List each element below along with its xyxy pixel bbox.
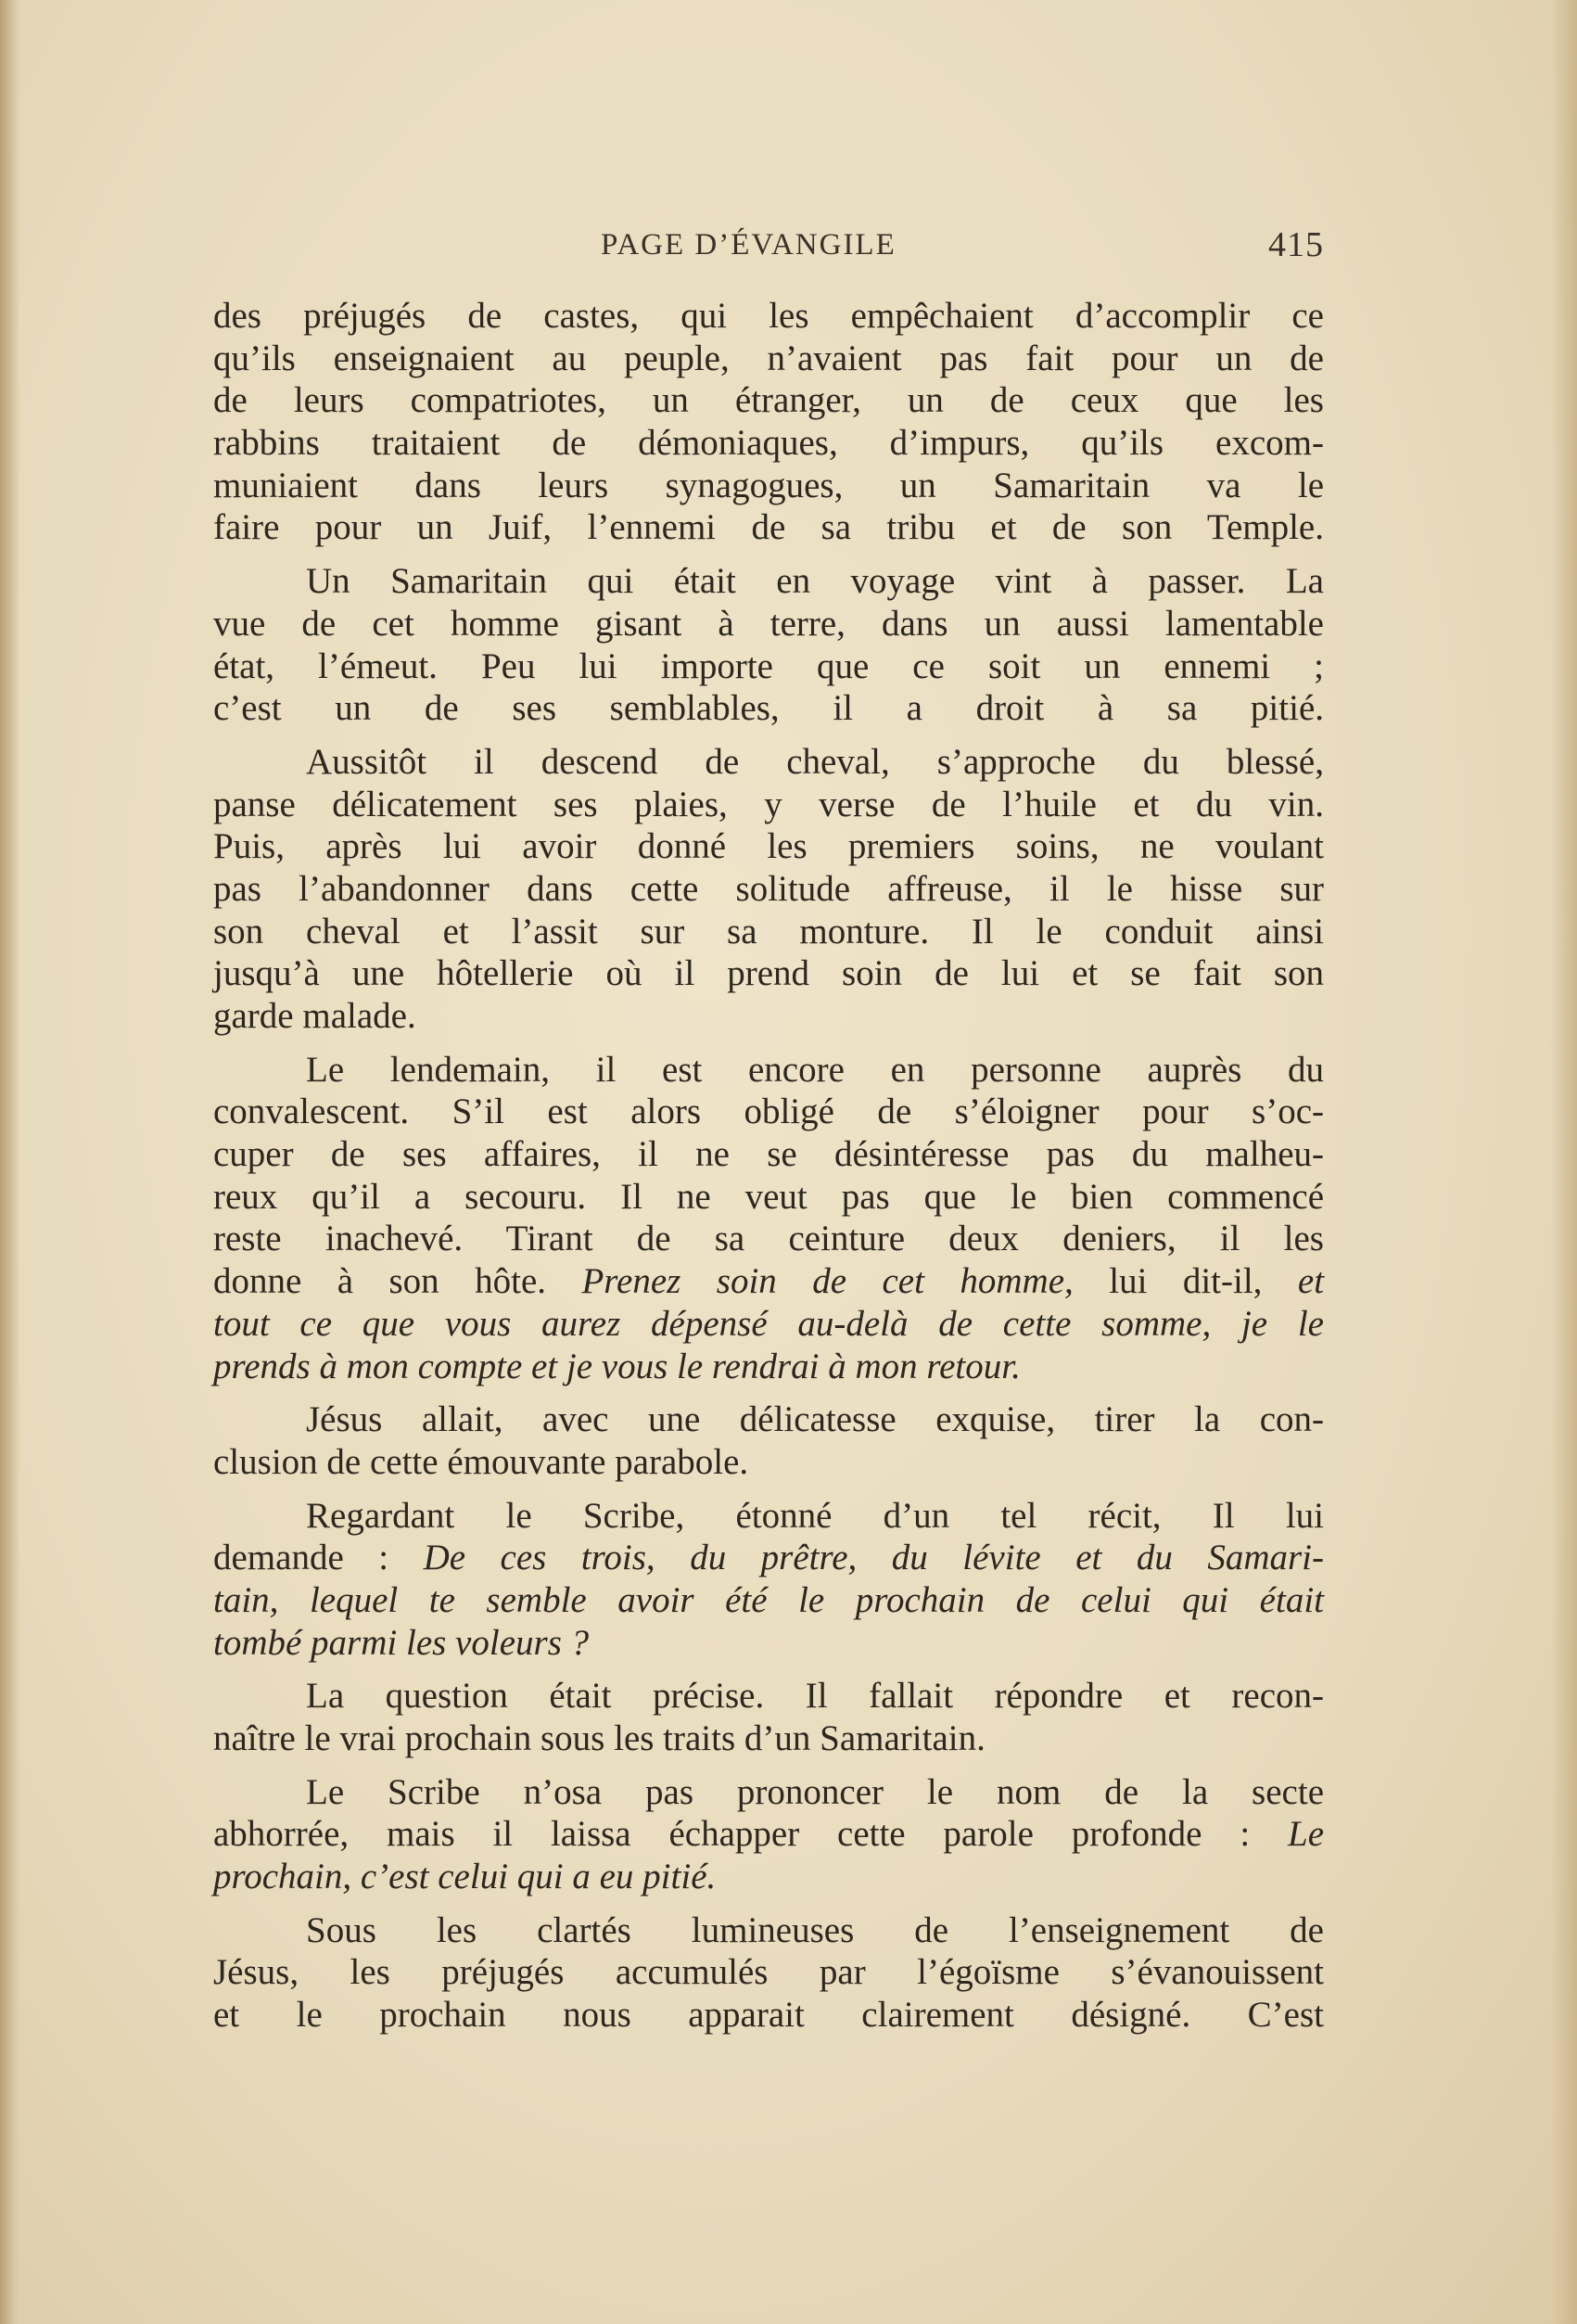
paragraph-6 bbox=[213, 1495, 1324, 1665]
text-line bbox=[213, 1537, 1324, 1579]
text-line: Aussitôt il descend de cheval, s’approche du blessé, bbox=[306, 741, 1324, 782]
italic-run: De ces trois, bbox=[423, 1538, 655, 1578]
text-line: pas l’abandonner dans cette solitude affreuse, il le hisse sur bbox=[213, 868, 1324, 909]
paragraph-9 bbox=[213, 1909, 1324, 2037]
text-line: cuper de ses affaires, il ne se désintéresse pas du malheu- bbox=[213, 1134, 1324, 1175]
text-line: Le lendemain, il est encore en personne auprès du bbox=[306, 1049, 1324, 1090]
text-line: reste inachevé. Tirant de sa ceinture deux deniers, il les bbox=[213, 1219, 1324, 1259]
text-line: Le Scribe n’osa pas prononcer le nom de la secte bbox=[306, 1771, 1324, 1812]
text-line bbox=[213, 1579, 1324, 1622]
text-line bbox=[213, 1346, 1324, 1388]
italic-run: et bbox=[1297, 1261, 1325, 1302]
text-line: clusion de cette émouvante parabole. bbox=[213, 1441, 749, 1482]
paragraph-7 bbox=[213, 1675, 1324, 1759]
text-line bbox=[213, 1813, 1324, 1856]
italic-run: Prenez soin de cet homme, bbox=[581, 1261, 1074, 1302]
text-line: rabbins traitaient de démoniaques, d’impurs, qu’ils excom- bbox=[213, 423, 1324, 464]
text-run: abhorrée, mais il laissa échapper cette parole profonde : bbox=[213, 1814, 1251, 1855]
text-line: et le prochain nous apparait clairement désigné. C’est bbox=[213, 1995, 1324, 2036]
text-run: lui dit-il, bbox=[1109, 1261, 1263, 1302]
running-title: PAGE D’ÉVANGILE bbox=[601, 228, 897, 262]
text-line: garde malade. bbox=[213, 996, 416, 1036]
text-line: de leurs compatriotes, un étranger, un de ceux que les bbox=[213, 380, 1324, 421]
paragraph-3 bbox=[213, 741, 1324, 1038]
text-run: demande : bbox=[213, 1538, 389, 1578]
text-line: état, l’émeut. Peu lui importe que ce soit un ennemi ; bbox=[213, 645, 1324, 686]
page-number: 415 bbox=[1268, 225, 1324, 264]
text-line bbox=[213, 1856, 1324, 1898]
text-line: Jésus, les préjugés accumulés par l’égoïsme s’évanouissent bbox=[213, 1952, 1324, 1993]
text-line: Regardant le Scribe, étonné d’un tel récit, Il lui bbox=[306, 1495, 1324, 1536]
italic-run: du lévite et du Samari- bbox=[891, 1538, 1325, 1578]
italic-run: du prêtre, bbox=[690, 1538, 858, 1578]
text-line: qu’ils enseignaient au peuple, n’avaient pas fait pour un de bbox=[213, 338, 1324, 378]
text-line: c’est un de ses semblables, il a droit à sa pitié. bbox=[213, 688, 1324, 729]
text-line: reux qu’il a secouru. Il ne veut pas que le bien commencé bbox=[213, 1176, 1324, 1217]
page-edge-shadow bbox=[1551, 0, 1577, 2324]
text-line: naître le vrai prochain sous les traits d’un Samaritain. bbox=[213, 1718, 986, 1758]
text-line: Jésus allait, avec une délicatesse exquise, tirer la con- bbox=[306, 1399, 1324, 1440]
paragraph-1 bbox=[213, 295, 1324, 549]
text-line: panse délicatement ses plaies, y verse de l’huile et du vin. bbox=[213, 784, 1324, 824]
paragraph-4 bbox=[213, 1049, 1324, 1388]
italic-run: tombé parmi les voleurs ? bbox=[213, 1622, 590, 1663]
italic-run: Le bbox=[1288, 1814, 1325, 1855]
italic-run: tout ce que vous aurez dépensé au-delà de cette somme, je le bbox=[213, 1303, 1324, 1344]
paragraph-5 bbox=[213, 1398, 1324, 1483]
text-line bbox=[213, 1303, 1324, 1346]
page-header bbox=[213, 221, 1324, 276]
text-line: vue de cet homme gisant à terre, dans un aussi lamentable bbox=[213, 603, 1324, 644]
text-line: jusqu’à une hôtellerie où il prend soin de lui et se fait son bbox=[213, 953, 1324, 994]
italic-run: prochain, c’est celui qui a eu pitié. bbox=[213, 1857, 717, 1897]
text-line: muniaient dans leurs synagogues, un Samaritain va le bbox=[213, 465, 1324, 505]
text-line bbox=[213, 1622, 1324, 1665]
italic-run: tain, lequel te semble avoir été le prochain de celui qui était bbox=[213, 1579, 1324, 1620]
text-line: Puis, après lui avoir donné les premiers soins, ne voulant bbox=[213, 826, 1324, 867]
paragraph-2 bbox=[213, 560, 1324, 730]
text-line: La question était précise. Il fallait répondre et recon- bbox=[306, 1676, 1324, 1717]
text-run: donne à son hôte. bbox=[213, 1261, 547, 1302]
text-line: son cheval et l’assit sur sa monture. Il le conduit ainsi bbox=[213, 911, 1324, 951]
text-line bbox=[213, 1260, 1324, 1303]
text-line: faire pour un Juif, l’ennemi de sa tribu et de son Temple. bbox=[213, 507, 1324, 548]
text-line: Sous les clartés lumineuses de l’enseignement de bbox=[306, 1909, 1324, 1950]
paragraph-8 bbox=[213, 1771, 1324, 1898]
text-line: convalescent. S’il est alors obligé de s’éloigner pour s’oc- bbox=[213, 1092, 1324, 1132]
italic-run: prends à mon compte et je vous le rendrai à mon retour. bbox=[213, 1346, 1021, 1386]
text-line: Un Samaritain qui était en voyage vint à passer. La bbox=[306, 561, 1324, 602]
body-text bbox=[213, 295, 1324, 2048]
text-line: des préjugés de castes, qui les empêchaient d’accomplir ce bbox=[213, 296, 1324, 336]
page-spine-shadow bbox=[0, 0, 20, 2324]
